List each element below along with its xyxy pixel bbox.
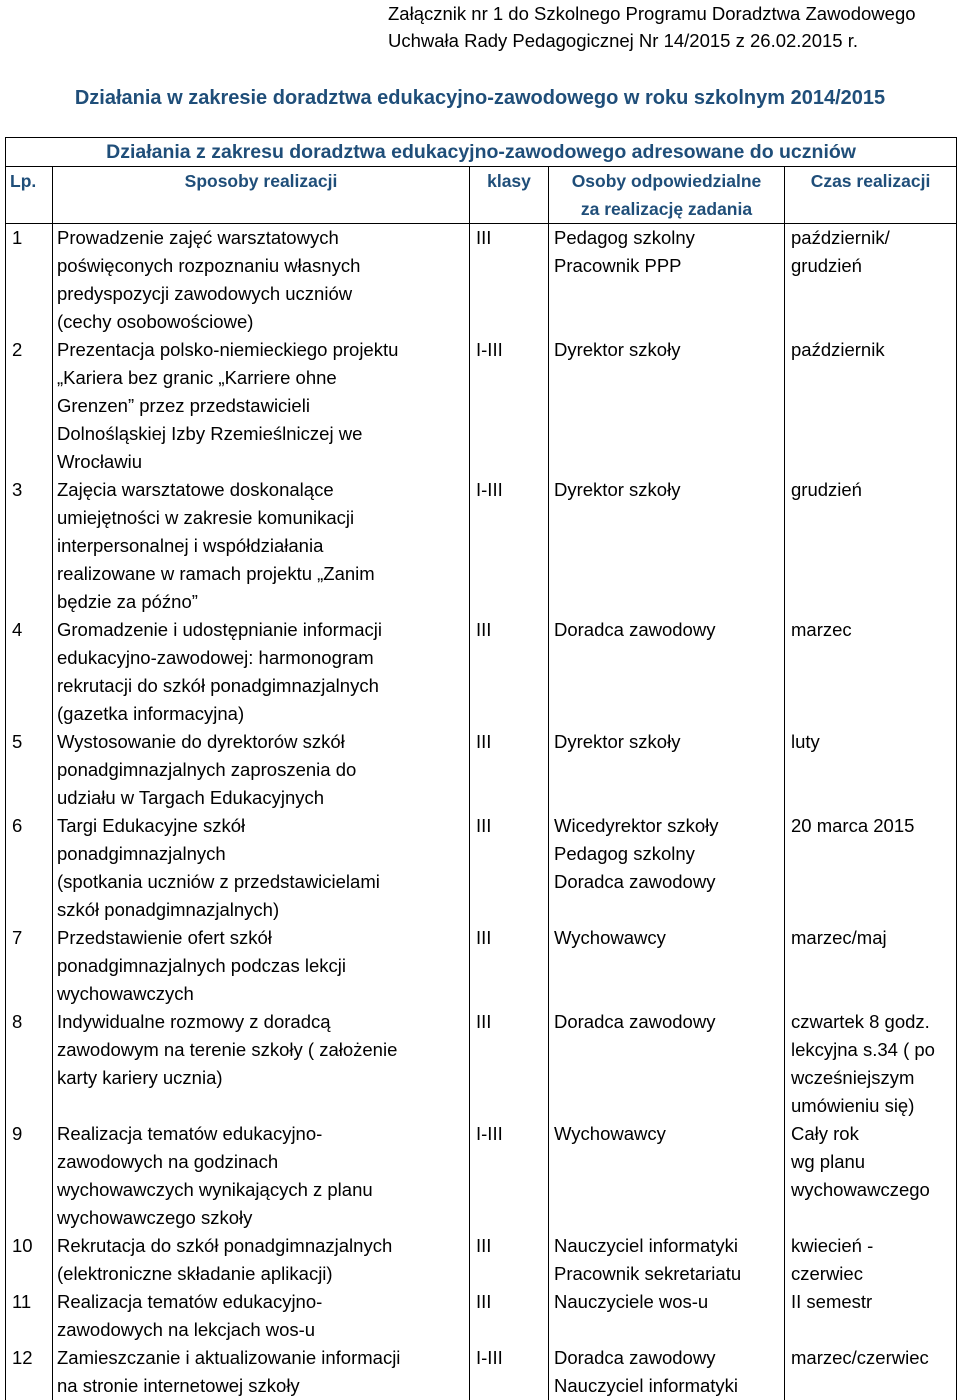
- row-description-line: Dolnośląskiej Izby Rzemieślniczej we: [57, 423, 363, 444]
- row-responsible: [549, 1008, 785, 1120]
- attachment-line: Załącznik nr 1 do Szkolnego Programu Doradztwa Zawodowego: [388, 3, 916, 24]
- row-responsible-line: Pracownik sekretariatu: [554, 1263, 742, 1284]
- table-row: [6, 1008, 957, 1120]
- row-description-line: Gromadzenie i udostępnianie informacji: [57, 619, 382, 640]
- row-timeframe-line: lekcyjna s.34 ( po: [791, 1039, 935, 1060]
- row-timeframe: [785, 1288, 957, 1344]
- row-responsible: [549, 1288, 785, 1344]
- row-description: [53, 924, 470, 1008]
- row-classes: III: [470, 224, 549, 337]
- row-description: [53, 1344, 470, 1400]
- table-row: [6, 616, 957, 728]
- row-timeframe-line: wcześniejszym: [791, 1067, 915, 1088]
- row-timeframe: [785, 616, 957, 728]
- row-responsible-line: Nauczyciel informatyki: [554, 1235, 739, 1256]
- row-classes: III: [470, 924, 549, 1008]
- row-description-line: ponadgimnazjalnych: [57, 843, 226, 864]
- resolution-line: Uchwała Rady Pedagogicznej Nr 14/2015 z 26.02.2015 r.: [388, 30, 858, 51]
- header-osoby-line1: Osoby odpowiedzialne: [571, 171, 762, 191]
- row-responsible: [549, 476, 785, 616]
- header-klasy: klasy: [470, 167, 549, 224]
- row-number: 12: [6, 1344, 53, 1400]
- row-number: 2: [6, 336, 53, 476]
- row-responsible-line: Nauczyciel informatyki: [554, 1375, 739, 1396]
- row-description: [53, 1008, 470, 1120]
- row-responsible-line: Wychowawcy: [554, 1123, 666, 1144]
- row-description-line: Grenzen” przez przedstawicieli: [57, 395, 310, 416]
- row-timeframe: [785, 1232, 957, 1288]
- attachment-note: [388, 0, 916, 54]
- row-description-line: rekrutacji do szkół ponadgimnazjalnych: [57, 675, 379, 696]
- row-description-line: edukacyjno-zawodowej: harmonogram: [57, 647, 374, 668]
- row-timeframe-line: czerwiec: [791, 1263, 863, 1284]
- row-timeframe-line: II semestr: [791, 1291, 873, 1312]
- row-responsible: [549, 224, 785, 337]
- row-responsible: [549, 336, 785, 476]
- row-responsible-line: Wicedyrektor szkoły: [554, 815, 719, 836]
- row-timeframe-line: grudzień: [791, 255, 862, 276]
- row-description-line: umiejętności w zakresie komunikacji: [57, 507, 355, 528]
- row-description-line: predyspozycji zawodowych uczniów: [57, 283, 353, 304]
- row-description: [53, 1120, 470, 1232]
- row-description-line: (gazetka informacyjna): [57, 703, 245, 724]
- row-description: [53, 728, 470, 812]
- row-description-line: na stronie internetowej szkoły: [57, 1375, 300, 1396]
- row-classes: I-III: [470, 1120, 549, 1232]
- row-responsible-line: Doradca zawodowy: [554, 871, 716, 892]
- row-timeframe-line: 20 marca 2015: [791, 815, 915, 836]
- row-description-line: Prowadzenie zajęć warsztatowych: [57, 227, 339, 248]
- row-timeframe-line: umówieniu się): [791, 1095, 915, 1116]
- row-description-line: Zamieszczanie i aktualizowanie informacji: [57, 1347, 401, 1368]
- table-row: [6, 224, 957, 337]
- row-description-line: wychowawczego szkoły: [57, 1207, 253, 1228]
- row-description-line: realizowane w ramach projektu „Zanim: [57, 563, 375, 584]
- row-timeframe-line: marzec/czerwiec: [791, 1347, 929, 1368]
- row-description: [53, 476, 470, 616]
- row-responsible-line: Nauczyciele wos-u: [554, 1291, 709, 1312]
- row-description-line: „Kariera bez granic „Karriere ohne: [57, 367, 337, 388]
- table-row: [6, 1288, 957, 1344]
- row-number: 6: [6, 812, 53, 924]
- row-description-line: (cechy osobowościowe): [57, 311, 254, 332]
- row-description-line: Prezentacja polsko-niemieckiego projektu: [57, 339, 399, 360]
- row-timeframe-line: marzec: [791, 619, 852, 640]
- row-classes: III: [470, 812, 549, 924]
- table-row: [6, 1120, 957, 1232]
- row-number: 8: [6, 1008, 53, 1120]
- row-number: 1: [6, 224, 53, 337]
- row-timeframe: [785, 336, 957, 476]
- row-description-line: Przedstawienie ofert szkół: [57, 927, 272, 948]
- row-timeframe: [785, 1120, 957, 1232]
- row-description-line: Indywidualne rozmowy z doradcą: [57, 1011, 331, 1032]
- row-responsible-line: Wychowawcy: [554, 927, 666, 948]
- row-description-line: szkół ponadgimnazjalnych): [57, 899, 280, 920]
- row-description-line: Wrocławiu: [57, 451, 142, 472]
- row-description-line: (spotkania uczniów z przedstawicielami: [57, 871, 380, 892]
- row-timeframe: [785, 1008, 957, 1120]
- row-timeframe-line: wg planu: [791, 1151, 866, 1172]
- row-timeframe-line: czwartek 8 godz.: [791, 1011, 930, 1032]
- table-row: [6, 1344, 957, 1400]
- row-classes: I-III: [470, 336, 549, 476]
- row-description-line: ponadgimnazjalnych podczas lekcji: [57, 955, 346, 976]
- row-classes: III: [470, 1008, 549, 1120]
- row-description-line: Targi Edukacyjne szkół: [57, 815, 246, 836]
- row-description-line: będzie za późno”: [57, 591, 198, 612]
- row-description-line: wychowawczych: [57, 983, 194, 1004]
- row-number: 9: [6, 1120, 53, 1232]
- row-timeframe-line: marzec/maj: [791, 927, 887, 948]
- table-row: [6, 924, 957, 1008]
- row-classes: III: [470, 1288, 549, 1344]
- row-responsible-line: Pedagog szkolny: [554, 227, 695, 248]
- row-responsible: [549, 616, 785, 728]
- header-osoby: [549, 167, 785, 224]
- table-row: [6, 336, 957, 476]
- row-timeframe: [785, 728, 957, 812]
- header-osoby-line2: za realizację zadania: [580, 199, 753, 219]
- row-responsible: [549, 812, 785, 924]
- row-responsible: [549, 728, 785, 812]
- row-description: [53, 1288, 470, 1344]
- row-number: 10: [6, 1232, 53, 1288]
- row-timeframe-line: kwiecień -: [791, 1235, 874, 1256]
- row-description-line: poświęconych rozpoznaniu własnych: [57, 255, 361, 276]
- row-description: [53, 616, 470, 728]
- section-header-row: [6, 138, 957, 167]
- table-row: [6, 728, 957, 812]
- table-row: [6, 476, 957, 616]
- row-timeframe-line: październik: [791, 339, 885, 360]
- row-timeframe: [785, 924, 957, 1008]
- row-timeframe: [785, 476, 957, 616]
- row-responsible-line: Dyrektor szkoły: [554, 479, 681, 500]
- row-description: [53, 224, 470, 337]
- row-description: [53, 1232, 470, 1288]
- row-responsible-line: Pedagog szkolny: [554, 843, 695, 864]
- row-description-line: Realizacja tematów edukacyjno-: [57, 1291, 323, 1312]
- row-description-line: (elektroniczne składanie aplikacji): [57, 1263, 333, 1284]
- row-timeframe: [785, 1344, 957, 1400]
- row-description-line: zawodowych na lekcjach wos-u: [57, 1319, 316, 1340]
- row-classes: I-III: [470, 1344, 549, 1400]
- row-description: [53, 812, 470, 924]
- row-number: 7: [6, 924, 53, 1008]
- table-row: [6, 1232, 957, 1288]
- column-header-row: [6, 167, 957, 224]
- row-timeframe: [785, 812, 957, 924]
- row-description-line: ponadgimnazjalnych zaproszenia do: [57, 759, 357, 780]
- row-description: [53, 336, 470, 476]
- row-responsible: [549, 924, 785, 1008]
- row-classes: I-III: [470, 476, 549, 616]
- header-lp: Lp.: [6, 167, 53, 224]
- row-responsible-line: Doradca zawodowy: [554, 1347, 716, 1368]
- row-number: 11: [6, 1288, 53, 1344]
- header-sposoby: Sposoby realizacji: [53, 167, 470, 224]
- row-timeframe-line: grudzień: [791, 479, 862, 500]
- row-classes: III: [470, 616, 549, 728]
- row-timeframe-line: październik/: [791, 227, 890, 248]
- row-responsible-line: Doradca zawodowy: [554, 619, 716, 640]
- row-description-line: Zajęcia warsztatowe doskonalące: [57, 479, 334, 500]
- row-timeframe-line: Cały rok: [791, 1123, 859, 1144]
- row-description-line: zawodowych na godzinach: [57, 1151, 279, 1172]
- header-czas: Czas realizacji: [785, 167, 957, 224]
- row-timeframe-line: wychowawczego: [791, 1179, 930, 1200]
- row-responsible-line: Dyrektor szkoły: [554, 339, 681, 360]
- row-description-line: karty kariery ucznia): [57, 1067, 223, 1088]
- row-responsible-line: Pracownik PPP: [554, 255, 682, 276]
- row-number: 4: [6, 616, 53, 728]
- row-classes: III: [470, 1232, 549, 1288]
- row-classes: III: [470, 728, 549, 812]
- row-description-line: wychowawczych wynikających z planu: [57, 1179, 373, 1200]
- row-responsible: [549, 1120, 785, 1232]
- row-responsible: [549, 1232, 785, 1288]
- activities-table: [5, 137, 957, 1400]
- row-number: 3: [6, 476, 53, 616]
- row-description-line: Rekrutacja do szkół ponadgimnazjalnych: [57, 1235, 393, 1256]
- row-description-line: udziału w Targach Edukacyjnych: [57, 787, 325, 808]
- row-responsible: [549, 1344, 785, 1400]
- row-timeframe: [785, 224, 957, 337]
- row-timeframe-line: luty: [791, 731, 820, 752]
- row-description-line: Wystosowanie do dyrektorów szkół: [57, 731, 345, 752]
- row-number: 5: [6, 728, 53, 812]
- row-responsible-line: Dyrektor szkoły: [554, 731, 681, 752]
- row-description-line: Realizacja tematów edukacyjno-: [57, 1123, 323, 1144]
- table-row: [6, 812, 957, 924]
- document-title: Działania w zakresie doradztwa edukacyjno-zawodowego w roku szkolnym 2014/2015: [74, 87, 886, 109]
- row-responsible-line: Doradca zawodowy: [554, 1011, 716, 1032]
- section-title: Działania z zakresu doradztwa edukacyjno-zawodowego adresowane do uczniów: [6, 138, 957, 167]
- row-description-line: interpersonalnej i współdziałania: [57, 535, 324, 556]
- row-description-line: zawodowym na terenie szkoły ( założenie: [57, 1039, 398, 1060]
